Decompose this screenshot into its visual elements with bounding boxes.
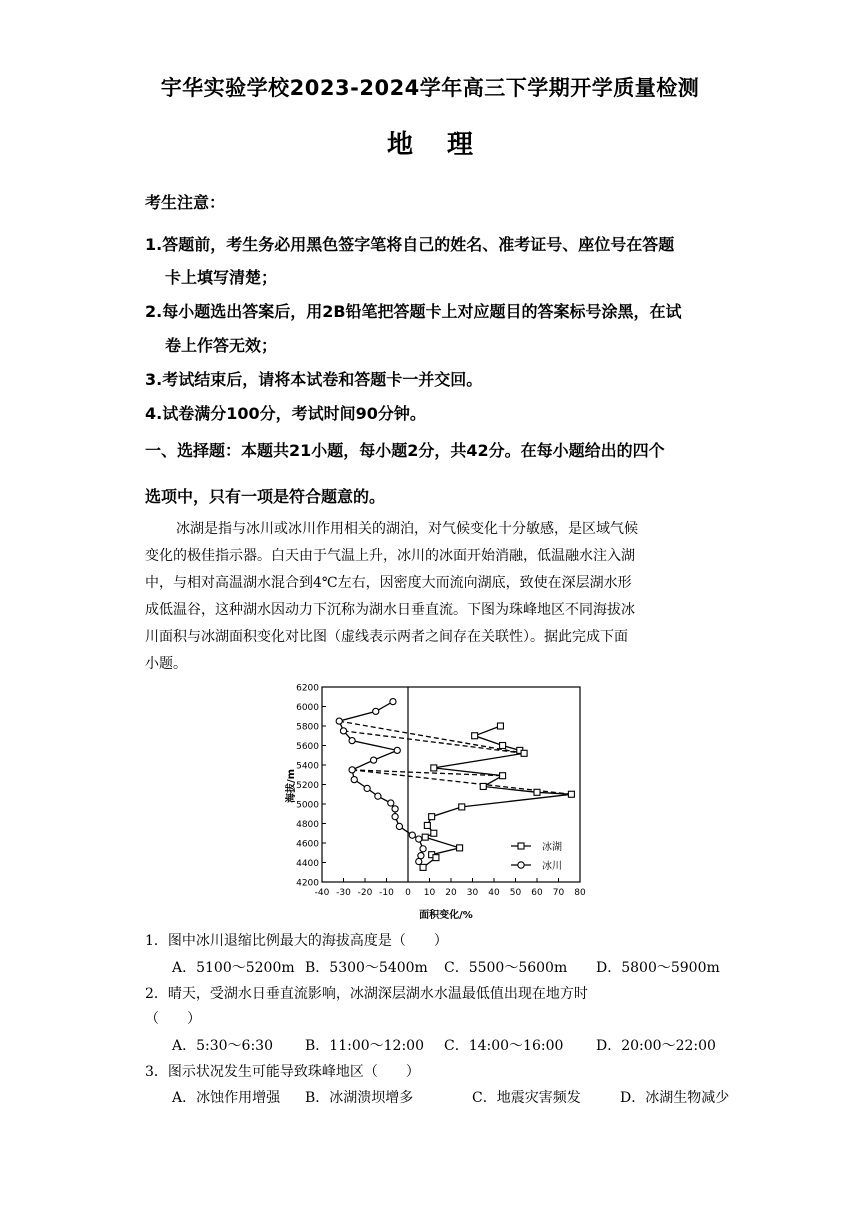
glacier-point <box>420 846 426 852</box>
y-tick-label: 6200 <box>296 683 319 694</box>
lake-point <box>568 791 574 797</box>
glacier-lake-chart <box>280 678 600 923</box>
question-3-stem: 3．图示状况发生可能导致珠峰地区（ ） <box>145 1064 420 1080</box>
notice-item-1: 1.答题前，考生务必用黑色签字笔将自己的姓名、准考证号、座位号在答题 <box>145 235 675 254</box>
question-2-stem: 2．晴天，受湖水日垂直流影响，冰湖深层湖水水温最低值出现在地方时 <box>145 986 588 1002</box>
passage-line-6: 小题。 <box>145 656 187 672</box>
question-1-option-d: D．5800～5900m <box>596 960 720 976</box>
glacier-point <box>418 853 424 859</box>
y-tick-label: 4200 <box>296 878 319 889</box>
glacier-point <box>336 718 342 724</box>
question-3-option-c: C．地震灾害频发 <box>472 1090 581 1106</box>
y-tick-label: 5800 <box>296 722 319 733</box>
y-tick-label: 5600 <box>296 742 319 752</box>
glacier-point <box>364 785 370 791</box>
notice-item-3: 3.考试结束后，请将本试卷和答题卡一并交回。 <box>145 370 483 389</box>
lake-point <box>431 830 437 836</box>
question-2-stem-cont: （ ） <box>145 1011 201 1027</box>
glacier-point <box>371 757 377 763</box>
glacier-point <box>396 823 402 829</box>
x-tick-label: 70 <box>552 888 565 898</box>
glacier-point <box>351 777 357 783</box>
question-1-stem: 1．图中冰川退缩比例最大的海拔高度是（ ） <box>145 933 448 949</box>
lake-point <box>424 822 430 828</box>
chart-legend <box>511 840 562 872</box>
lake-point <box>420 864 426 870</box>
x-tick-label: 80 <box>574 888 586 898</box>
y-tick-label: 4800 <box>296 820 319 830</box>
question-3-option-b: B．冰湖溃坝增多 <box>305 1090 414 1106</box>
question-2-option-b: B．11:00～12:00 <box>305 1038 424 1054</box>
question-1-option-b: B．5300～5400m <box>305 960 428 976</box>
glacier-point <box>340 728 346 734</box>
x-tick-label: 20 <box>445 888 457 898</box>
y-axis-label: 海拔/m <box>286 768 297 804</box>
section-heading-line-1: 一、选择题：本题共21小题，每小题2分，共42分。在每小题给出的四个 <box>145 441 665 460</box>
notice-item-4: 4.试卷满分100分，考试时间90分钟。 <box>145 404 426 423</box>
section-heading-line-2: 选项中，只有一项是符合题意的。 <box>145 487 386 506</box>
subject-title: 地理 <box>386 130 507 160</box>
lake-point <box>429 814 435 820</box>
question-2-option-d: D．20:00～22:00 <box>596 1038 716 1054</box>
x-tick-label: 30 <box>466 888 479 898</box>
glacier-point <box>409 832 415 838</box>
lake-point <box>431 765 437 771</box>
glacier-point <box>392 814 398 820</box>
lake-point <box>422 834 428 840</box>
x-tick-label: 10 <box>423 888 436 898</box>
passage-line-4: 成低温谷，这种湖水因动力下沉称为湖水日垂直流。下图为珠峰地区不同海拔冰 <box>145 602 635 618</box>
notice-item-1-cont: 卡上填写清楚； <box>165 268 278 287</box>
chart-series <box>336 699 574 871</box>
question-1-option-a: A．5100～5200m <box>172 960 295 976</box>
question-2-option-a: A．5:30～6:30 <box>172 1038 273 1054</box>
dashed-link <box>339 721 524 753</box>
y-tick-label: 5400 <box>296 761 319 772</box>
glacier-point <box>390 699 396 705</box>
x-tick-label: 40 <box>488 888 500 898</box>
passage-line-2: 变化的极佳指示器。白天由于气温上升，冰川的冰面开始消融，低温融水注入湖 <box>145 548 635 564</box>
lake-point <box>534 789 540 795</box>
x-tick-label: -40 <box>314 888 330 898</box>
y-tick-label: 6000 <box>296 703 319 713</box>
x-tick-label: 0 <box>405 888 411 898</box>
legend-lake: 冰湖 <box>542 842 562 853</box>
glacier-point <box>392 806 398 812</box>
lake-point <box>500 773 506 779</box>
glacier-point <box>373 708 379 714</box>
glacier-point <box>394 747 400 753</box>
lake-point <box>457 845 463 851</box>
lake-point <box>480 783 486 789</box>
glacier-point <box>375 793 381 799</box>
x-tick-label: -20 <box>357 888 373 898</box>
passage-line-3: 中，与相对高温湖水混合到4℃左右，因密度大而流向湖底，致使在深层湖水形 <box>145 575 632 591</box>
passage-line-1: 冰湖是指与冰川或冰川作用相关的湖泊，对气候变化十分敏感，是区域气候 <box>176 521 638 537</box>
lake-point <box>497 723 503 729</box>
x-tick-label: 60 <box>531 888 543 898</box>
dashed-link <box>344 731 525 753</box>
notice-heading: 考生注意： <box>145 193 226 212</box>
lake-point <box>433 855 439 861</box>
lake-point <box>521 750 527 756</box>
glacier-point <box>416 836 422 842</box>
question-1-option-c: C．5500～5600m <box>444 960 568 976</box>
legend-glacier: 冰川 <box>542 861 562 872</box>
y-tick-label: 4400 <box>296 859 319 869</box>
y-tick-label: 5200 <box>296 781 319 791</box>
glacier-point <box>416 858 422 864</box>
legend-square-marker <box>518 843 524 849</box>
exam-title: 宇华实验学校2023-2024学年高三下学期开学质量检测 <box>160 76 700 100</box>
x-tick-label: -10 <box>379 888 394 898</box>
lake-point <box>472 733 478 739</box>
legend-circle-marker <box>518 862 524 868</box>
glacier-point <box>349 767 355 773</box>
notice-item-2-cont: 卷上作答无效； <box>165 336 278 355</box>
x-tick-label: 50 <box>509 888 522 898</box>
y-tick-label: 4600 <box>296 839 319 850</box>
glacier-point <box>388 800 394 806</box>
question-3-option-a: A．冰蚀作用增强 <box>172 1090 281 1106</box>
passage-line-5: 川面积与冰湖面积变化对比图（虚线表示两者之间存在关联性）。据此完成下面 <box>145 629 628 645</box>
question-2-option-c: C．14:00～16:00 <box>444 1038 564 1054</box>
y-tick-label: 5000 <box>296 800 319 811</box>
lake-point <box>459 804 465 810</box>
lake-point <box>500 743 506 749</box>
x-axis-label: 面积变化/% <box>419 910 473 921</box>
question-3-option-d: D．冰湖生物减少 <box>620 1090 730 1106</box>
x-tick-label: -30 <box>336 888 351 898</box>
notice-item-2: 2.每小题选出答案后，用2B铅笔把答题卡上对应题目的答案标号涂黑，在试 <box>145 302 682 321</box>
glacier-point <box>349 738 355 744</box>
